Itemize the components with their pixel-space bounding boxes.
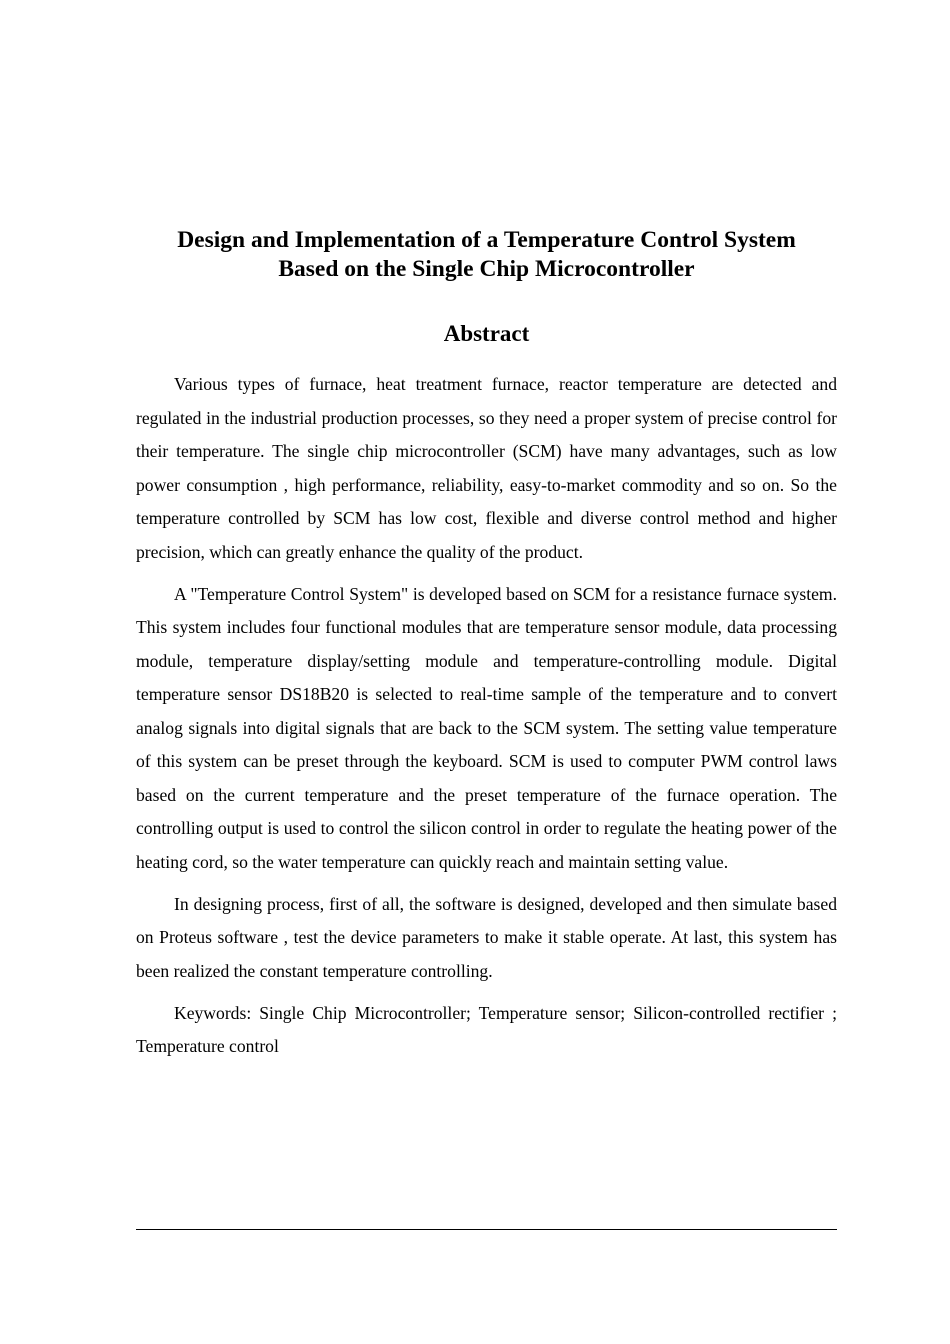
keywords-paragraph: Keywords: Single Chip Microcontroller; Temperature sensor; Silicon-controlled rectifier ; Temperature control	[136, 1002, 837, 1056]
title-line-1: Design and Implementation of a Temperature Control System	[177, 227, 796, 253]
abstract-body	[136, 368, 837, 1072]
title-line-2: Based on the Single Chip Microcontroller	[278, 256, 695, 282]
footer-divider	[136, 1229, 837, 1230]
abstract-paragraph-1: Various types of furnace, heat treatment furnace, reactor temperature are detected and regulated in the industrial production processes, so they need a proper system of precise control for their temperature. The single chip microcontroller (SCM) have many advantages, such as low power consumption , high performance, reliability, easy-to-market commodity and so on. So the temperature controlled by SCM has low cost, flexible and diverse control method and higher precision, which can greatly enhance the quality of the product.	[136, 374, 837, 562]
abstract-heading: Abstract	[443, 321, 530, 346]
abstract-paragraph-2: A "Temperature Control System" is developed based on SCM for a resistance furnace system. This system includes four functional modules that are temperature sensor module, data processing module, temperature display/setting module and temperature-controlling module. Digital temperature sensor DS18B20 is selected to real-time sample of the temperature and to convert analog signals into digital signals that are back to the SCM system. The setting value temperature of this system can be preset through the keyboard. SCM is used to computer PWM control laws based on the current temperature and the preset temperature of the furnace operation. The controlling output is used to control the silicon control in order to regulate the heating power of the heating cord, so the water temperature can quickly reach and maintain setting value.	[136, 583, 837, 872]
document-title	[136, 226, 837, 284]
abstract-paragraph-3: In designing process, first of all, the software is designed, developed and then simulate based on Proteus software , test the device parameters to make it stable operate. At last, this system has been realized the constant temperature controlling.	[136, 893, 837, 981]
